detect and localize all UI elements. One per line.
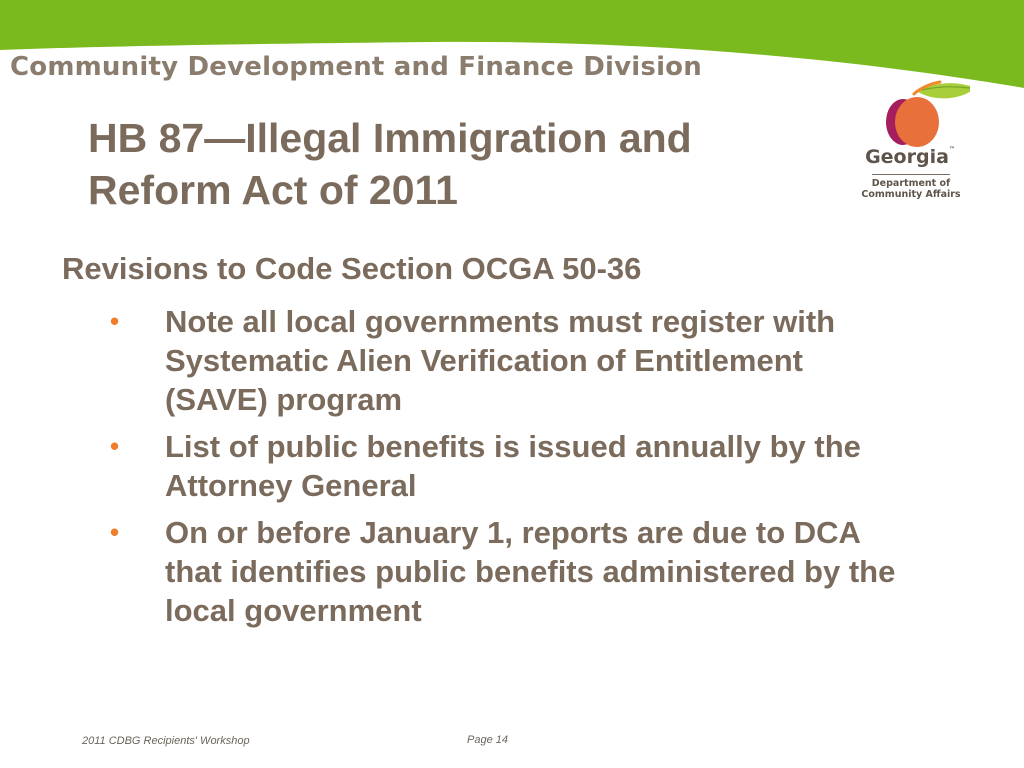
title-line-1: HB 87—Illegal Immigration and	[88, 115, 692, 161]
footer-workshop: 2011 CDBG Recipients' Workshop	[82, 735, 250, 747]
slide-title	[88, 112, 808, 216]
bullet-text: Note all local governments must register with Systematic Alien Verification of Entitlement (SAVE) program	[165, 304, 836, 417]
bullet-icon: •	[110, 431, 120, 461]
division-header: Community Development and Finance Division	[10, 52, 702, 82]
bullet-item	[110, 513, 900, 630]
title-line-2: Reform Act of 2011	[88, 167, 458, 213]
bullet-item	[110, 427, 900, 505]
georgia-dca-logo	[858, 78, 970, 208]
section-subheading: Revisions to Code Section OCGA 50-36	[62, 251, 642, 286]
logo-department: Department of Community Affairs	[861, 178, 961, 200]
bullet-text: On or before January 1, reports are due to DCA that identifies public benefits administered by the local government	[165, 515, 896, 628]
bullet-icon: •	[110, 306, 120, 336]
logo-divider	[872, 174, 950, 175]
bullet-text: List of public benefits is issued annually by the Attorney General	[165, 429, 861, 503]
peach-icon	[858, 78, 970, 148]
logo-wordmark: Georgia™	[865, 146, 955, 168]
bullet-list	[110, 302, 900, 638]
footer-page-number: Page 14	[467, 734, 508, 746]
bullet-item	[110, 302, 900, 419]
bullet-icon: •	[110, 517, 120, 547]
trademark-symbol: ™	[948, 146, 955, 153]
